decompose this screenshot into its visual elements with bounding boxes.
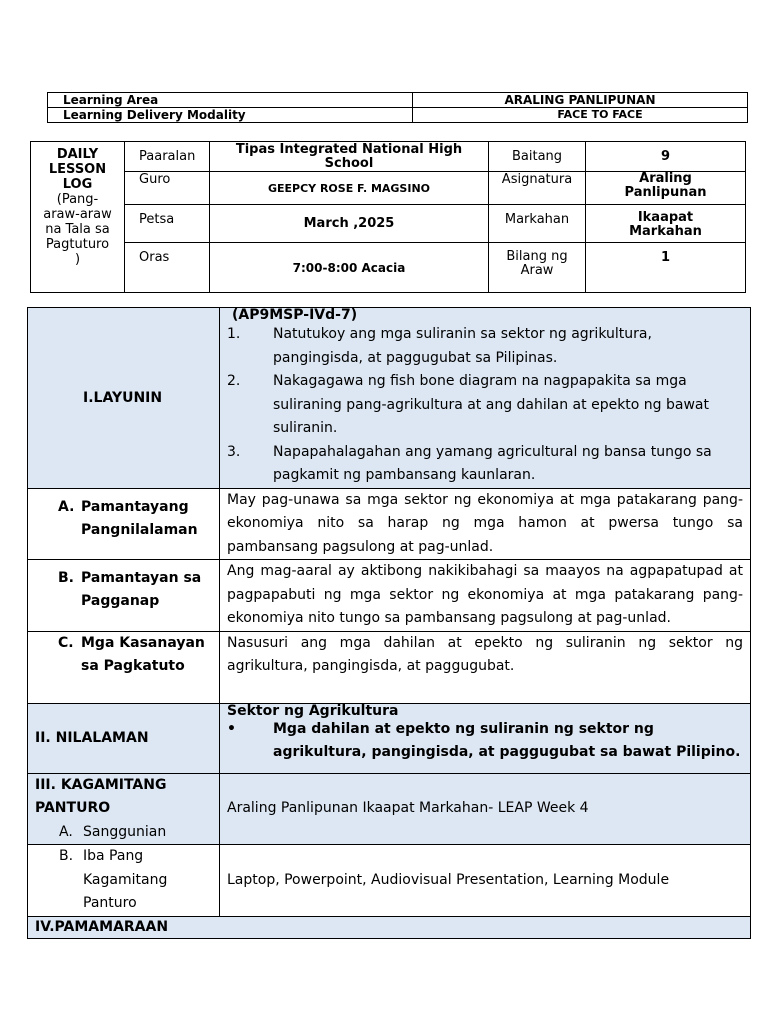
iba-label-cell [28,845,220,917]
item-letter: C. [58,634,74,651]
pamamaraan-label: IV.PAMAMARAAN [28,916,751,938]
baitang-value: 9 [586,142,746,172]
kasanayan-text: Nasusuri ang mga dahilan at epekto ng suliranin ng sektor ng agrikultura, pangingisda, at paggugubat. [220,631,751,703]
layunin-code: (AP9MSP-IVd-7) [232,307,358,323]
pamantayan-pagganap-label: Pamantayan sa Pagganap [81,570,202,609]
pamantayan-pagganap-text: Ang mag-aaral ay aktibong nakikibahagi sa maayos na agpapatupad at pagpapabuti ng mga sektor ng ekonomiya at mga patakarang pang-ekonomiya nito tungo sa pambansang pagsulong at pag-unlad. [220,560,751,632]
oras-value: 7:00-8:00 Acacia [210,243,489,293]
learning-area-label: Learning Area [48,93,413,108]
nilalaman-title: Sektor ng Agrikultura [227,702,399,719]
layunin-label: I.LAYUNIN [28,308,220,489]
sanggunian-text: Araling Panlipunan Ikaapat Markahan- LEAP Week 4 [220,773,751,845]
petsa-label: Petsa [125,205,210,243]
dll-title: DAILY LESSON LOG [48,147,107,192]
lesson-header-table [30,141,746,293]
learning-area-table [47,92,748,123]
bullet-icon: • [227,720,236,737]
paaralan-value: Tipas Integrated National High School [210,142,489,172]
bilang-value: 1 [586,243,746,293]
asignatura-label: Asignatura [489,172,586,205]
item-letter: A. [59,823,73,840]
learning-area-value: ARALING PANLIPUNAN [413,93,748,108]
nilalaman-item: • Mga dahilan at epekto ng suliranin ng sektor ng agrikultura, pangingisda, at paggugubat sa bawat Pilipino. [227,718,743,765]
item-letter: B. [59,848,74,864]
nilalaman-content [220,703,751,773]
pamantayang-pangnilalaman-label-cell [28,488,220,560]
guro-label: Guro [125,172,210,205]
kasanayan-label-cell [28,631,220,703]
paaralan-label: Paaralan [125,142,210,172]
petsa-value: March ,2025 [210,205,489,243]
markahan-value: Ikaapat Markahan [586,205,746,243]
kagamitan-label: III. KAGAMITANG PANTURO [35,776,167,816]
pamantayang-pangnilalaman-label: Pamantayang Pangnilalaman [81,498,198,538]
layunin-item: 2. Nakagagawa ng fish bone diagram na nagpapakita sa mga suliraning pang-agrikultura at ang dahilan at epekto ng bawat suliranin. [227,373,709,436]
sanggunian-label: Sanggunian [83,823,167,840]
kasanayan-label: Mga Kasanayan sa Pagkatuto [81,634,205,674]
item-letter: A. [58,498,75,515]
item-letter: B. [58,570,74,586]
pamantayan-pagganap-label-cell [28,560,220,632]
iba-label: Iba Pang Kagamitang Panturo [83,848,168,911]
layunin-content [220,308,751,489]
asignatura-value: Araling Panlipunan [586,172,746,205]
oras-label: Oras [125,243,210,293]
nilalaman-label: II. NILALAMAN [28,703,220,773]
kagamitan-label-cell [28,773,220,845]
layunin-item: 3. Napapahalagahan ang yamang agricultural ng bansa tungo sa pagkamit ng pambansang kaunlaran. [227,443,712,483]
markahan-label: Markahan [489,205,586,243]
dll-subtitle: (Pang-araw-araw na Tala sa Pagtuturo ) [43,192,112,267]
modality-label: Learning Delivery Modality [48,108,413,123]
lesson-body-table [27,307,751,939]
baitang-label: Baitang [489,142,586,172]
layunin-item: 1. Natutukoy ang mga suliranin sa sektor ng agrikultura, pangingisda, at paggugubat sa Pilipinas. [227,326,652,366]
guro-value: GEEPCY ROSE F. MAGSINO [210,172,489,205]
bilang-label: Bilang ng Araw [489,243,586,293]
iba-text: Laptop, Powerpoint, Audiovisual Presentation, Learning Module [220,845,751,917]
daily-lesson-log-cell [31,142,125,293]
modality-value: FACE TO FACE [413,108,748,123]
pamantayang-pangnilalaman-text: May pag-unawa sa mga sektor ng ekonomiya at mga patakarang pang-ekonomiya nito sa harap ng mga hamon at pwersa tungo sa pambansang pagsulong at pag-unlad. [220,488,751,560]
